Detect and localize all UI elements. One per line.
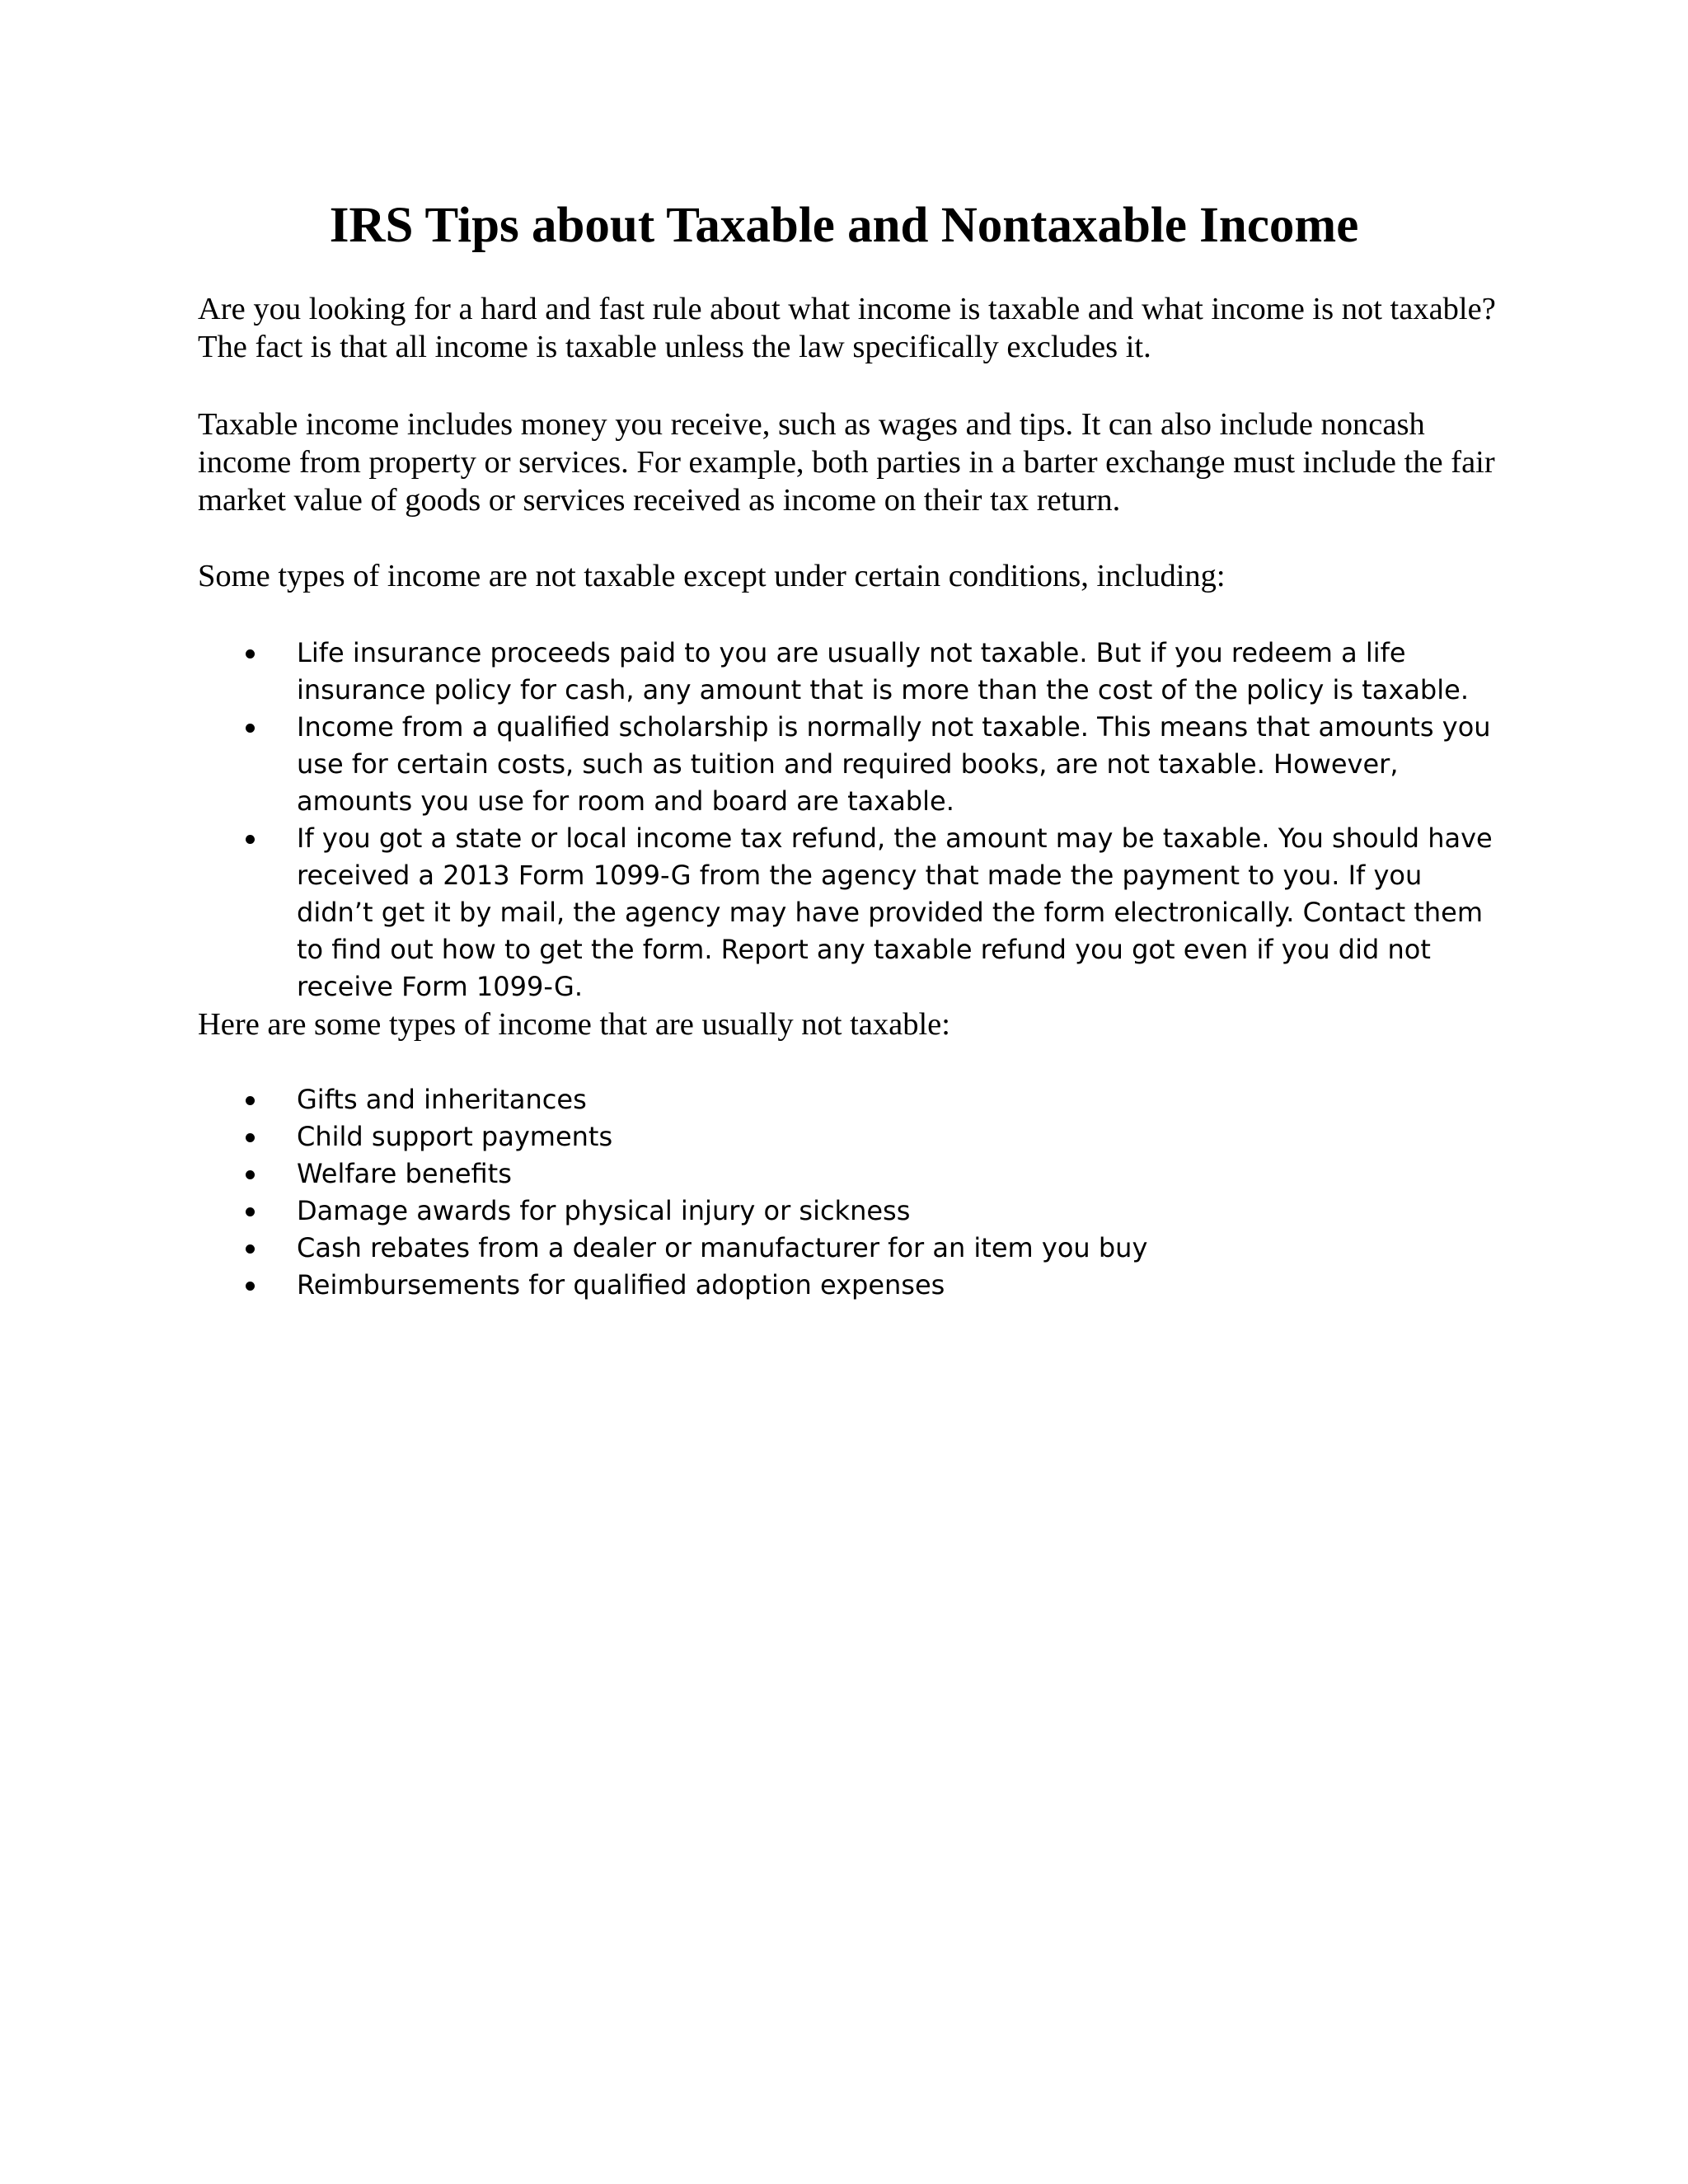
list-item <box>198 1081 1500 1118</box>
list-item-text: Reimbursements for qualified adoption expenses <box>297 1269 945 1301</box>
list-item <box>198 1193 1500 1230</box>
bullet-icon <box>246 1244 255 1254</box>
bullet-icon <box>246 1282 255 1291</box>
list-item <box>198 709 1500 820</box>
list-item-text: Welfare benefits <box>297 1158 512 1189</box>
intro-paragraph: Are you looking for a hard and fast rule about what income is taxable and what income is not taxable? The fact is that all income is taxable unless the law specifically excludes it. <box>198 292 1496 364</box>
list-item-text: Damage awards for physical injury or sickness <box>297 1195 911 1226</box>
bullet-icon <box>246 724 255 733</box>
bullet-icon <box>246 1207 255 1216</box>
bullet-icon <box>246 649 255 658</box>
list-item-text: If you got a state or local income tax refund, the amount may be taxable. You should have received a 2013 Form 1099-G from the agency that made the payment to you. If you didn’t get it by mail, the agency may have provided the form electronically. Contact them to find out how to get the form. Report any taxable refund you got even if you did not receive Form 1099-G. <box>297 823 1493 1002</box>
list-item <box>198 1230 1500 1267</box>
list-item-text: Cash rebates from a dealer or manufacturer for an item you buy <box>297 1232 1148 1263</box>
list-item <box>198 635 1500 709</box>
list-item <box>198 1267 1500 1304</box>
bullet-icon <box>246 835 255 844</box>
conditional-intro-paragraph: Some types of income are not taxable except under certain conditions, including: <box>198 559 1226 593</box>
page-title: IRS Tips about Taxable and Nontaxable Income <box>329 198 1359 253</box>
list-item <box>198 1118 1500 1155</box>
list-item <box>198 820 1500 1005</box>
conditional-income-list <box>198 635 1500 1005</box>
nontaxable-intro-paragraph: Here are some types of income that are usually not taxable: <box>198 1007 950 1042</box>
list-item-text: Child support payments <box>297 1121 613 1152</box>
list-item-text: Gifts and inheritances <box>297 1084 587 1115</box>
list-item-text: Income from a qualified scholarship is normally not taxable. This means that amounts you use for certain costs, such as tuition and required books, are not taxable. However, amounts you use for room and board are taxable. <box>297 711 1491 817</box>
bullet-icon <box>246 1096 255 1105</box>
list-item <box>198 1155 1500 1193</box>
taxable-income-paragraph: Taxable income includes money you receive, such as wages and tips. It can also include noncash income from property or services. For example, both parties in a barter exchange must include the fair market value of goods or services received as income on their tax return. <box>198 407 1495 518</box>
nontaxable-income-list <box>198 1081 1500 1304</box>
bullet-icon <box>246 1170 255 1179</box>
list-item-text: Life insurance proceeds paid to you are usually not taxable. But if you redeem a life insurance policy for cash, any amount that is more than the cost of the policy is taxable. <box>297 637 1469 705</box>
bullet-icon <box>246 1133 255 1142</box>
